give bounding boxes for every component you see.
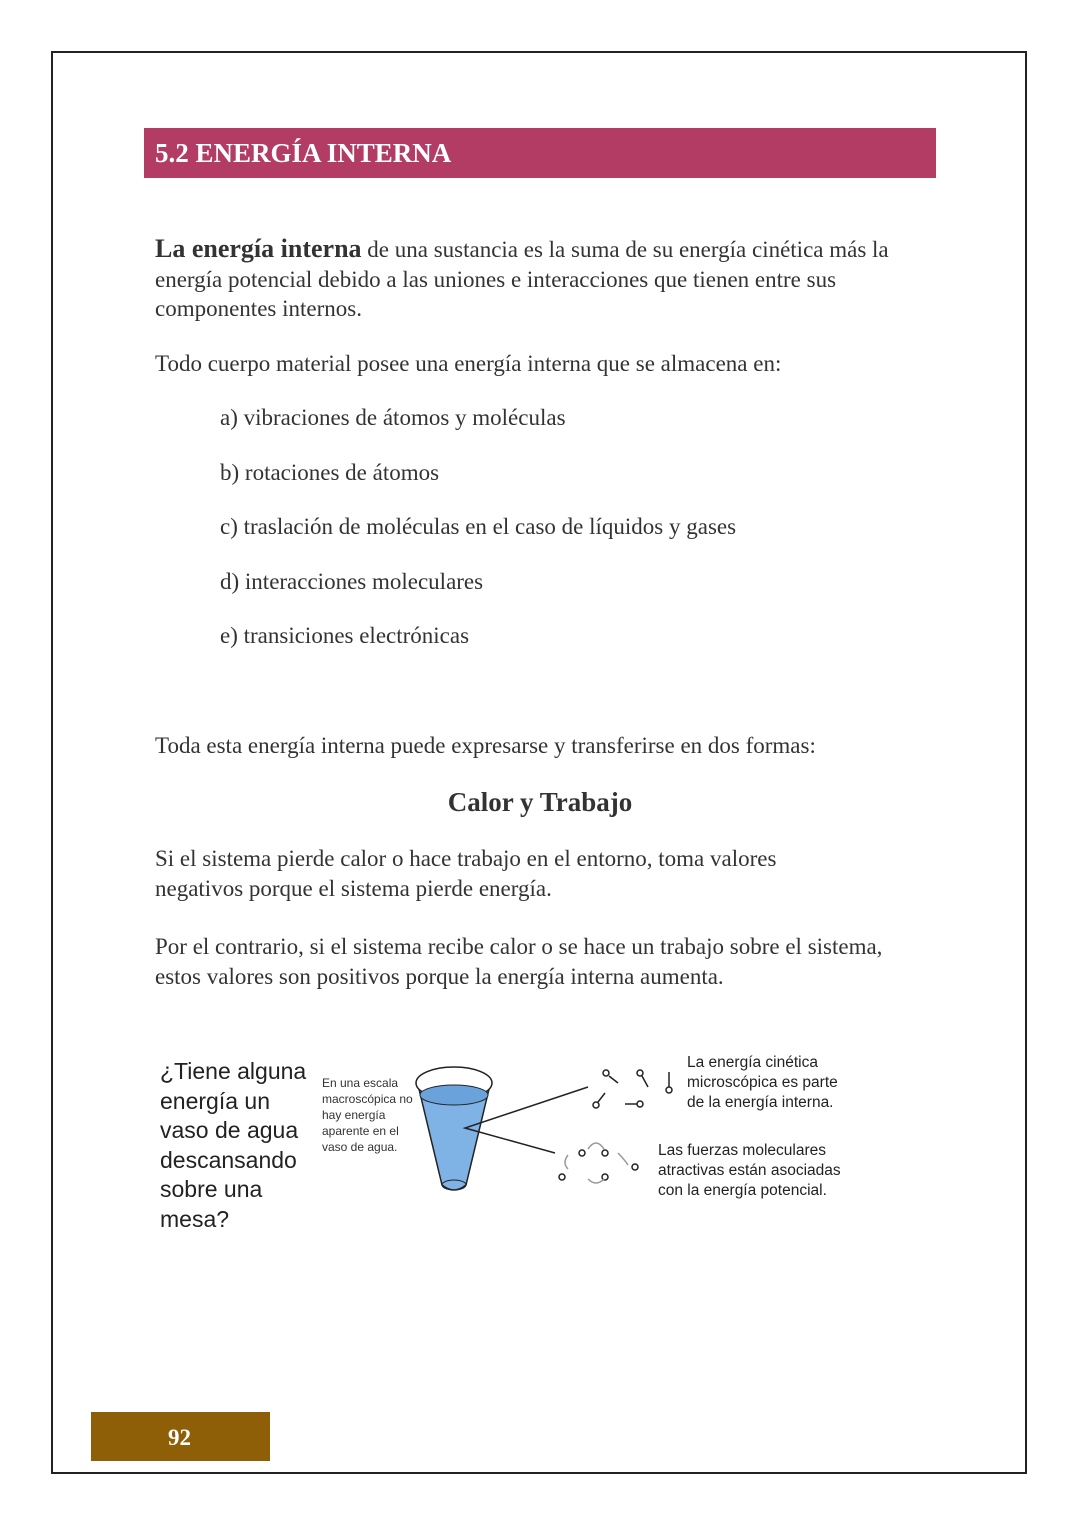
- intro-paragraph: [155, 234, 915, 324]
- intro-term: La energía interna: [155, 234, 362, 263]
- subtitle: Calor y Trabajo: [447, 787, 633, 817]
- macro-note: En una escala macroscópica no hay energía aparente en el vaso de agua.: [322, 1076, 413, 1154]
- transfer-intro: Toda esta energía interna puede expresarse y transferirse en dos formas:: [155, 733, 816, 758]
- figure-question: ¿Tiene alguna energía un vaso de agua descansando sobre una mesa?: [160, 1058, 307, 1232]
- section-title: 5.2 ENERGÍA INTERNA: [144, 128, 936, 178]
- potential-energy-note: Las fuerzas moleculares atractivas están asociadas con la energía potencial.: [658, 1142, 841, 1199]
- list-item: d) interacciones moleculares: [220, 569, 484, 594]
- negative-paragraph: Si el sistema pierde calor o hace trabajo en el entorno, toma valores negativos porque el sistema pierde energía.: [155, 846, 777, 901]
- list-item: e) transiciones electrónicas: [220, 623, 470, 648]
- intro-text: de una sustancia es la suma de su energía cinética más la energía potencial debido a las uniones e interacciones que tienen entre sus componentes internos.: [155, 237, 889, 321]
- storage-intro: Todo cuerpo material posee una energía interna que se almacena en:: [155, 351, 782, 376]
- page-number: 92: [91, 1412, 270, 1461]
- list-item: a) vibraciones de átomos y moléculas: [220, 405, 566, 430]
- list-item: b) rotaciones de átomos: [220, 460, 440, 485]
- positive-paragraph: Por el contrario, si el sistema recibe calor o se hace un trabajo sobre el sistema, estos valores son positivos porque la energía interna aumenta.: [155, 934, 883, 989]
- internal-energy-figure: [150, 1045, 860, 1232]
- kinetic-energy-note: La energía cinética microscópica es parte de la energía interna.: [687, 1054, 838, 1111]
- list-item: c) traslación de moléculas en el caso de líquidos y gases: [220, 514, 737, 539]
